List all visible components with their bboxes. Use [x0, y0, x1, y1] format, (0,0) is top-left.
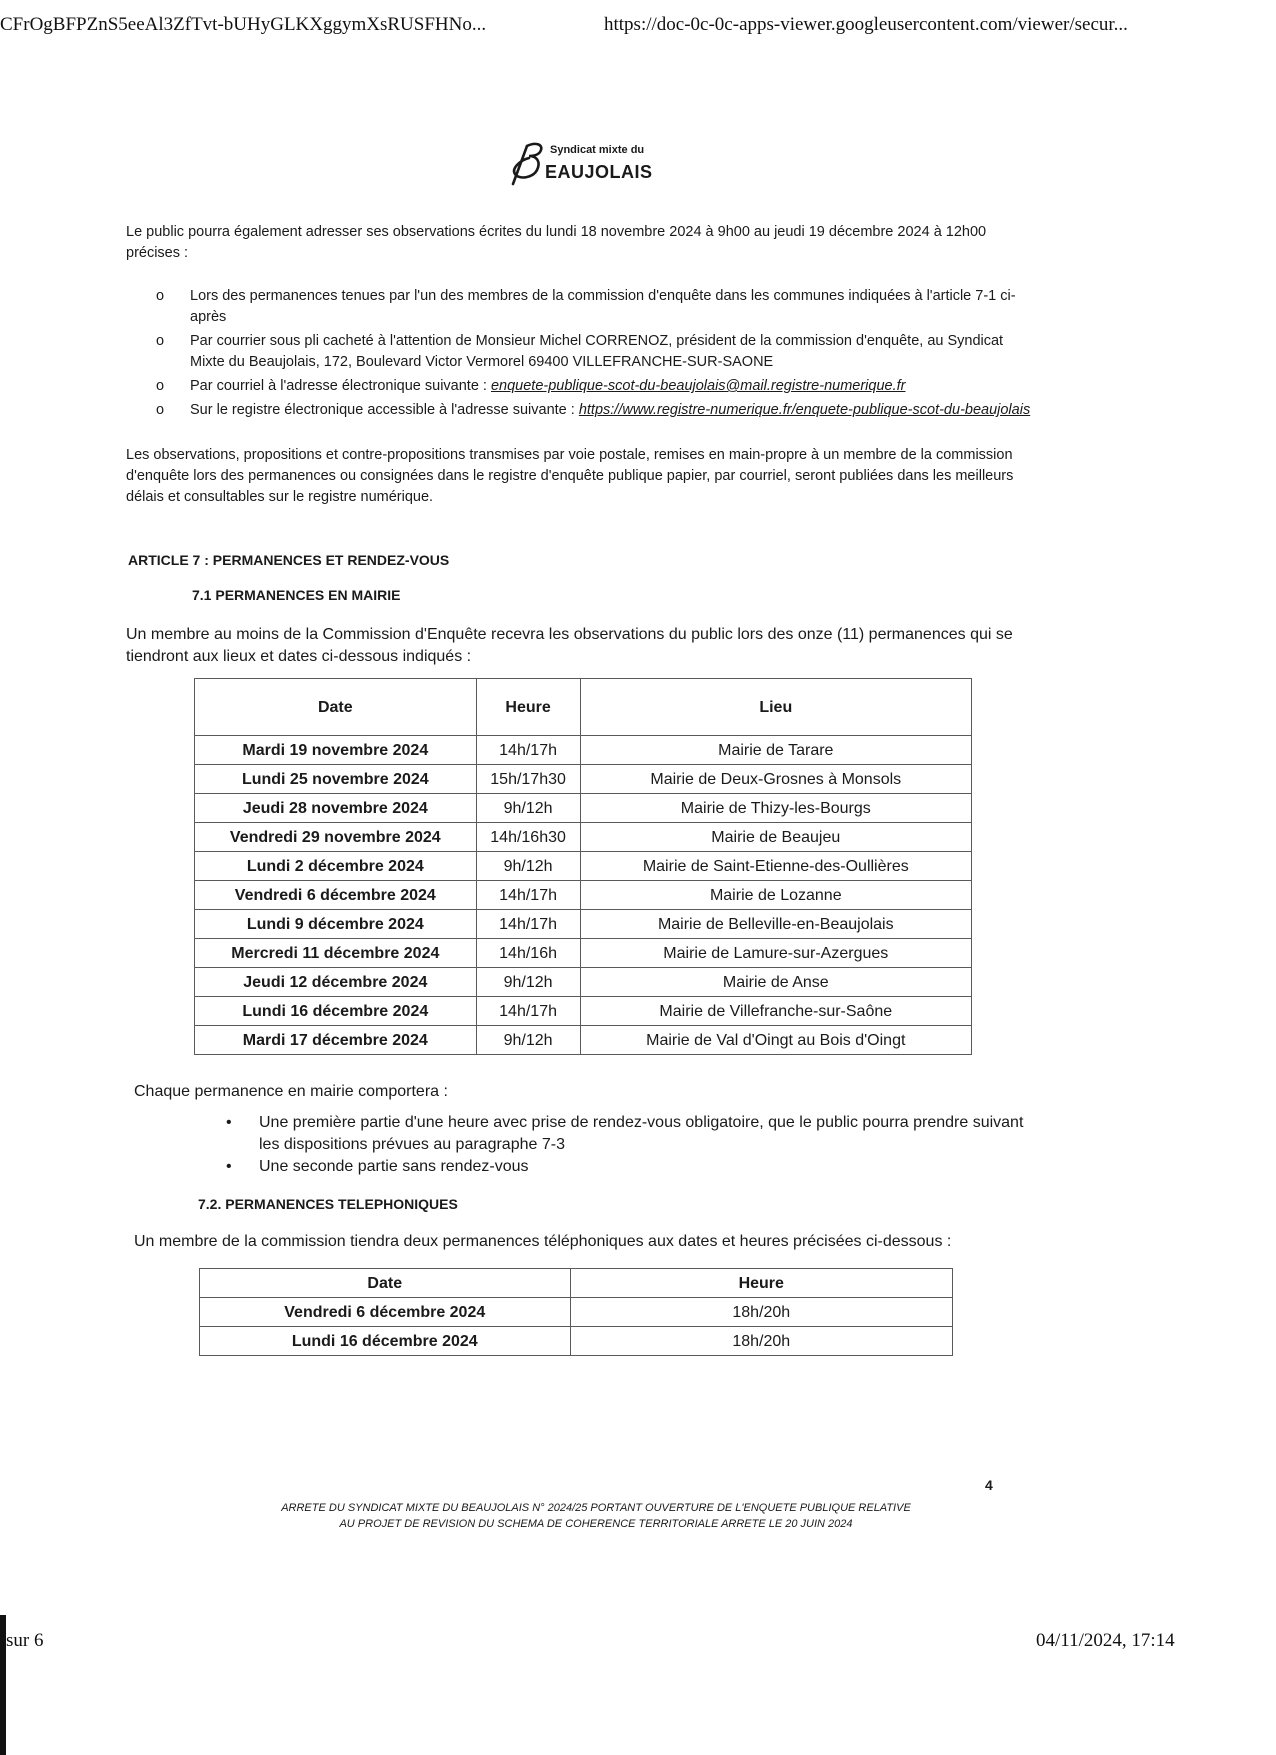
decree-footer-line: ARRETE DU SYNDICAT MIXTE DU BEAUJOLAIS N° 2024/25 PORTANT OUVERTURE DE L'ENQUETE PUBLIQUE RELATIVE	[281, 1502, 911, 1514]
table-row	[195, 736, 972, 765]
table-row	[195, 1026, 972, 1055]
article-title: ARTICLE 7 : PERMANENCES ET RENDEZ-VOUS	[128, 552, 450, 568]
email-link[interactable]: enquete-publique-scot-du-beaujolais@mail.registre-numerique.fr	[490, 378, 906, 394]
list-item-text: Une première partie d'une heure avec prise de rendez-vous obligatoire, que le public pourra prendre suivant les dispositions prévues au paragraphe 7-3	[259, 1114, 1024, 1153]
decree-footer-line: AU PROJET DE REVISION DU SCHEMA DE COHERENCE TERRITORIALE ARRETE LE 20 JUIN 2024	[339, 1518, 853, 1530]
table-header-row	[200, 1269, 953, 1298]
list-item-text: Lors des permanences tenues par l'un des membres de la commission d'enquête dans les communes indiquées à l'article 7-1 ci-après	[190, 288, 1016, 325]
table-row	[195, 765, 972, 794]
section-7-1-intro: Un membre au moins de la Commission d'Enquête recevra les observations du public lors des onze (11) permanences qui se tiendront aux lieux et dates ci-dessous indiqués :	[126, 626, 1013, 665]
permanences-table	[194, 678, 972, 1055]
column-header-heure: Heure	[570, 1269, 952, 1298]
column-header-lieu: Lieu	[580, 679, 971, 736]
table-row	[195, 794, 972, 823]
page-number: 4	[985, 1477, 993, 1493]
table-row	[195, 823, 972, 852]
cell-lieu: Mairie de Lamure-sur-Azergues	[580, 939, 971, 968]
intro-paragraph: Le public pourra également adresser ses observations écrites du lundi 18 novembre 2024 à 9h00 au jeudi 19 décembre 2024 à 12h00 précises :	[126, 224, 987, 261]
cell-lieu: Mairie de Val d'Oingt au Bois d'Oingt	[580, 1026, 971, 1055]
permanence-parts-list	[126, 1112, 1031, 1178]
beaujolais-logo	[505, 140, 685, 190]
cell-heure: 14h/17h	[476, 997, 580, 1026]
table-header-row	[195, 679, 972, 736]
table-row	[200, 1298, 953, 1327]
bullet: •	[226, 1158, 232, 1175]
cell-heure: 9h/12h	[476, 1026, 580, 1055]
cell-heure: 15h/17h30	[476, 765, 580, 794]
cell-date: Lundi 9 décembre 2024	[195, 910, 477, 939]
cell-date: Lundi 25 novembre 2024	[195, 765, 477, 794]
list-item-text: Par courriel à l'adresse électronique suivante :	[190, 378, 491, 394]
cell-heure: 14h/16h30	[476, 823, 580, 852]
cell-lieu: Mairie de Lozanne	[580, 881, 971, 910]
phone-permanences-table	[199, 1268, 953, 1356]
cell-lieu: Mairie de Belleville-en-Beaujolais	[580, 910, 971, 939]
cell-date: Lundi 16 décembre 2024	[195, 997, 477, 1026]
bullet: o	[156, 333, 165, 349]
bullet: •	[226, 1114, 232, 1131]
section-7-1-title: 7.1 PERMANENCES EN MAIRIE	[192, 587, 401, 603]
table-row	[195, 939, 972, 968]
cell-date: Lundi 2 décembre 2024	[195, 852, 477, 881]
cell-heure: 14h/17h	[476, 881, 580, 910]
cell-date: Lundi 16 décembre 2024	[200, 1327, 571, 1356]
cell-date: Mardi 17 décembre 2024	[195, 1026, 477, 1055]
footer-timestamp: 04/11/2024, 17:14	[1036, 1630, 1175, 1651]
list-item-text: Une seconde partie sans rendez-vous	[259, 1158, 529, 1175]
cell-lieu: Mairie de Saint-Etienne-des-Oullières	[580, 852, 971, 881]
cell-heure: 14h/17h	[476, 910, 580, 939]
table-row	[200, 1327, 953, 1356]
column-header-heure: Heure	[476, 679, 580, 736]
cell-heure: 9h/12h	[476, 794, 580, 823]
bullet: o	[156, 288, 165, 304]
decree-footer	[266, 1500, 926, 1532]
list-item	[126, 331, 1031, 373]
cell-lieu: Mairie de Anse	[580, 968, 971, 997]
chaque-permanence-intro: Chaque permanence en mairie comportera :	[134, 1083, 448, 1100]
header-url: https://doc-0c-0c-apps-viewer.googleusercontent.com/viewer/secur...	[604, 14, 1128, 35]
observation-methods-list	[126, 286, 1031, 421]
cell-date: Mardi 19 novembre 2024	[195, 736, 477, 765]
footer-page-count: sur 6	[6, 1630, 44, 1651]
cell-lieu: Mairie de Beaujeu	[580, 823, 971, 852]
logo-title: EAUJOLAIS	[545, 162, 653, 182]
table-row	[195, 881, 972, 910]
cell-date: Mercredi 11 décembre 2024	[195, 939, 477, 968]
observations-paragraph: Les observations, propositions et contre-propositions transmises par voie postale, remises en main-propre à un membre de la commission d'enquête lors des permanences ou consignées dans le registre d'enquête publique papier, par courriel, seront publiées dans les meilleurs délais et consultables sur le registre numérique.	[126, 447, 1014, 505]
list-item	[126, 1156, 1031, 1178]
section-7-2-intro: Un membre de la commission tiendra deux permanences téléphoniques aux dates et heures précisées ci-dessous :	[134, 1233, 952, 1250]
column-header-date: Date	[195, 679, 477, 736]
cell-date: Jeudi 12 décembre 2024	[195, 968, 477, 997]
cell-lieu: Mairie de Villefranche-sur-Saône	[580, 997, 971, 1026]
table-row	[195, 910, 972, 939]
bullet: o	[156, 378, 165, 394]
cell-date: Vendredi 29 novembre 2024	[195, 823, 477, 852]
logo-subtitle: Syndicat mixte du	[550, 144, 645, 156]
registry-link[interactable]: https://www.registre-numerique.fr/enquete-publique-scot-du-beaujolais	[578, 402, 1031, 418]
cell-heure: 14h/17h	[476, 736, 580, 765]
table-row	[195, 997, 972, 1026]
cell-date: Jeudi 28 novembre 2024	[195, 794, 477, 823]
cell-lieu: Mairie de Deux-Grosnes à Monsols	[580, 765, 971, 794]
list-item	[126, 400, 1031, 421]
cell-heure: 9h/12h	[476, 968, 580, 997]
cell-heure: 18h/20h	[570, 1327, 952, 1356]
cell-lieu: Mairie de Tarare	[580, 736, 971, 765]
list-item-text: Sur le registre électronique accessible à l'adresse suivante :	[190, 402, 579, 418]
section-7-2-title: 7.2. PERMANENCES TELEPHONIQUES	[198, 1196, 458, 1212]
browser-print-header	[0, 14, 1276, 40]
list-item	[126, 376, 1031, 397]
column-header-date: Date	[200, 1269, 571, 1298]
cell-heure: 9h/12h	[476, 852, 580, 881]
cell-heure: 18h/20h	[570, 1298, 952, 1327]
cell-lieu: Mairie de Thizy-les-Bourgs	[580, 794, 971, 823]
table-row	[195, 968, 972, 997]
cell-date: Vendredi 6 décembre 2024	[195, 881, 477, 910]
table-row	[195, 852, 972, 881]
cell-heure: 14h/16h	[476, 939, 580, 968]
list-item	[126, 286, 1031, 328]
browser-print-footer	[0, 1630, 1276, 1656]
list-item	[126, 1112, 1031, 1156]
header-document-id: CFrOgBFPZnS5eeAl3ZfTvt-bUHyGLKXggymXsRUSFHNo...	[0, 14, 487, 35]
page-content	[126, 222, 1031, 1356]
scan-edge-mark	[0, 1615, 6, 1755]
bullet: o	[156, 402, 165, 418]
cell-date: Vendredi 6 décembre 2024	[200, 1298, 571, 1327]
list-item-text: Par courrier sous pli cacheté à l'attention de Monsieur Michel CORRENOZ, président de la commission d'enquête, au Syndicat Mixte du Beaujolais, 172, Boulevard Victor Vermorel 69400 VILLEFRANCHE-SUR-SAONE	[190, 333, 1004, 370]
